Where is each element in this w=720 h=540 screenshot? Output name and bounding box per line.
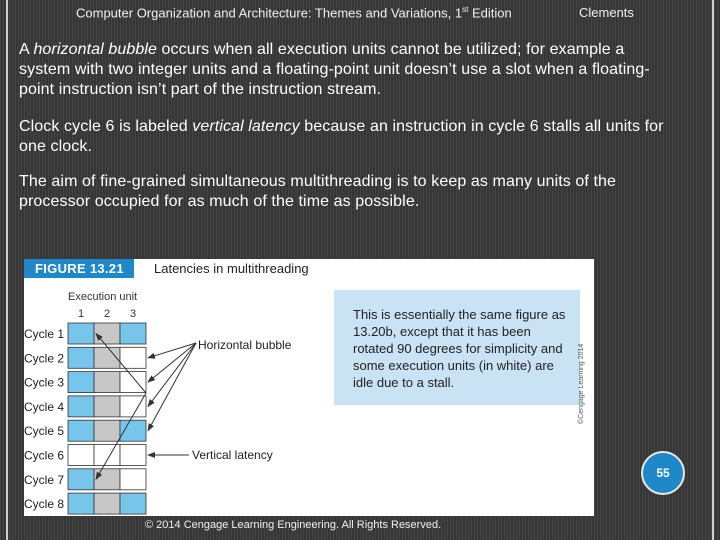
unit-cell <box>120 347 146 368</box>
unit-cell <box>94 469 120 490</box>
execution-unit-label: Execution unit <box>68 291 138 303</box>
unit-cell <box>68 396 94 417</box>
unit-cell <box>94 372 120 393</box>
cycle-label: Cycle 2 <box>24 351 65 366</box>
right-border-line <box>712 0 714 540</box>
horizontal-bubble-label: Horizontal bubble <box>198 338 292 352</box>
unit-cell <box>68 323 94 344</box>
figure-copyright-vertical: ©Cengage Learning 2014 <box>578 343 585 424</box>
unit-cell <box>68 372 94 393</box>
figure-13-21 <box>24 259 594 516</box>
unit-number-2: 2 <box>103 308 111 320</box>
paragraph-horizontal-bubble: A horizontal bubble occurs when all execution units cannot be utilized; for example a system with two integer units and a floating-point unit doesn’t use a slot when a floating-point instruction isn’t part of the instruction stream. <box>19 41 650 98</box>
unit-cell <box>68 493 94 514</box>
figure-badge: FIGURE 13.21 <box>24 259 134 278</box>
cycle-label: Cycle 1 <box>24 327 65 341</box>
unit-cell <box>120 372 146 393</box>
unit-cell <box>120 493 146 514</box>
figure-note-box <box>334 290 580 405</box>
unit-cell <box>120 469 146 490</box>
unit-cell <box>94 493 120 514</box>
copyright-footer: © 2014 Cengage Learning Engineering. All Rights Reserved. <box>145 519 442 531</box>
slide-header <box>0 4 720 22</box>
unit-number-1: 1 <box>77 308 85 320</box>
cycle-label: Cycle 4 <box>24 399 65 414</box>
unit-cell <box>120 445 146 466</box>
figure-note-text: This is essentially the same figure as 13.20b, except that it has been rotated 90 degrees for simplicity and some execution units (in white) are idle due to a stall. <box>353 307 566 390</box>
bubble-arrow <box>148 343 196 431</box>
unit-cell <box>94 445 120 466</box>
vertical-latency-label: Vertical latency <box>192 448 273 462</box>
figure-caption: Latencies in multithreading <box>154 261 309 276</box>
cycle-label: Cycle 6 <box>24 448 65 463</box>
page-number-badge: 55 <box>641 451 685 495</box>
cycle-label: Cycle 7 <box>24 472 65 487</box>
cycle-label: Cycle 8 <box>24 497 65 512</box>
unit-cell <box>68 445 94 466</box>
left-border-line <box>6 0 8 540</box>
unit-cell <box>120 323 146 344</box>
unit-cell <box>94 323 120 344</box>
bubble-arrow <box>148 343 196 382</box>
unit-cell <box>94 420 120 441</box>
paragraph-multithreading-aim: The aim of fine-grained simultaneous multithreading is to keep as many units of the processor occupied for as much of the time as possible. <box>19 173 617 210</box>
unit-cell <box>94 396 120 417</box>
unit-cell <box>68 347 94 368</box>
unit-cell <box>68 469 94 490</box>
paragraph-vertical-latency: Clock cycle 6 is labeled vertical latency because an instruction in cycle 6 stalls all units for one clock. <box>19 118 664 155</box>
cycle-label: Cycle 3 <box>24 375 65 390</box>
unit-cell <box>68 420 94 441</box>
bubble-arrow <box>148 343 196 406</box>
book-title: Computer Organization and Architecture: Themes and Variations, 1st Edition <box>76 5 512 21</box>
author-name: Clements <box>579 5 634 20</box>
unit-number-3: 3 <box>129 308 137 320</box>
cycle-label: Cycle 5 <box>24 424 65 439</box>
